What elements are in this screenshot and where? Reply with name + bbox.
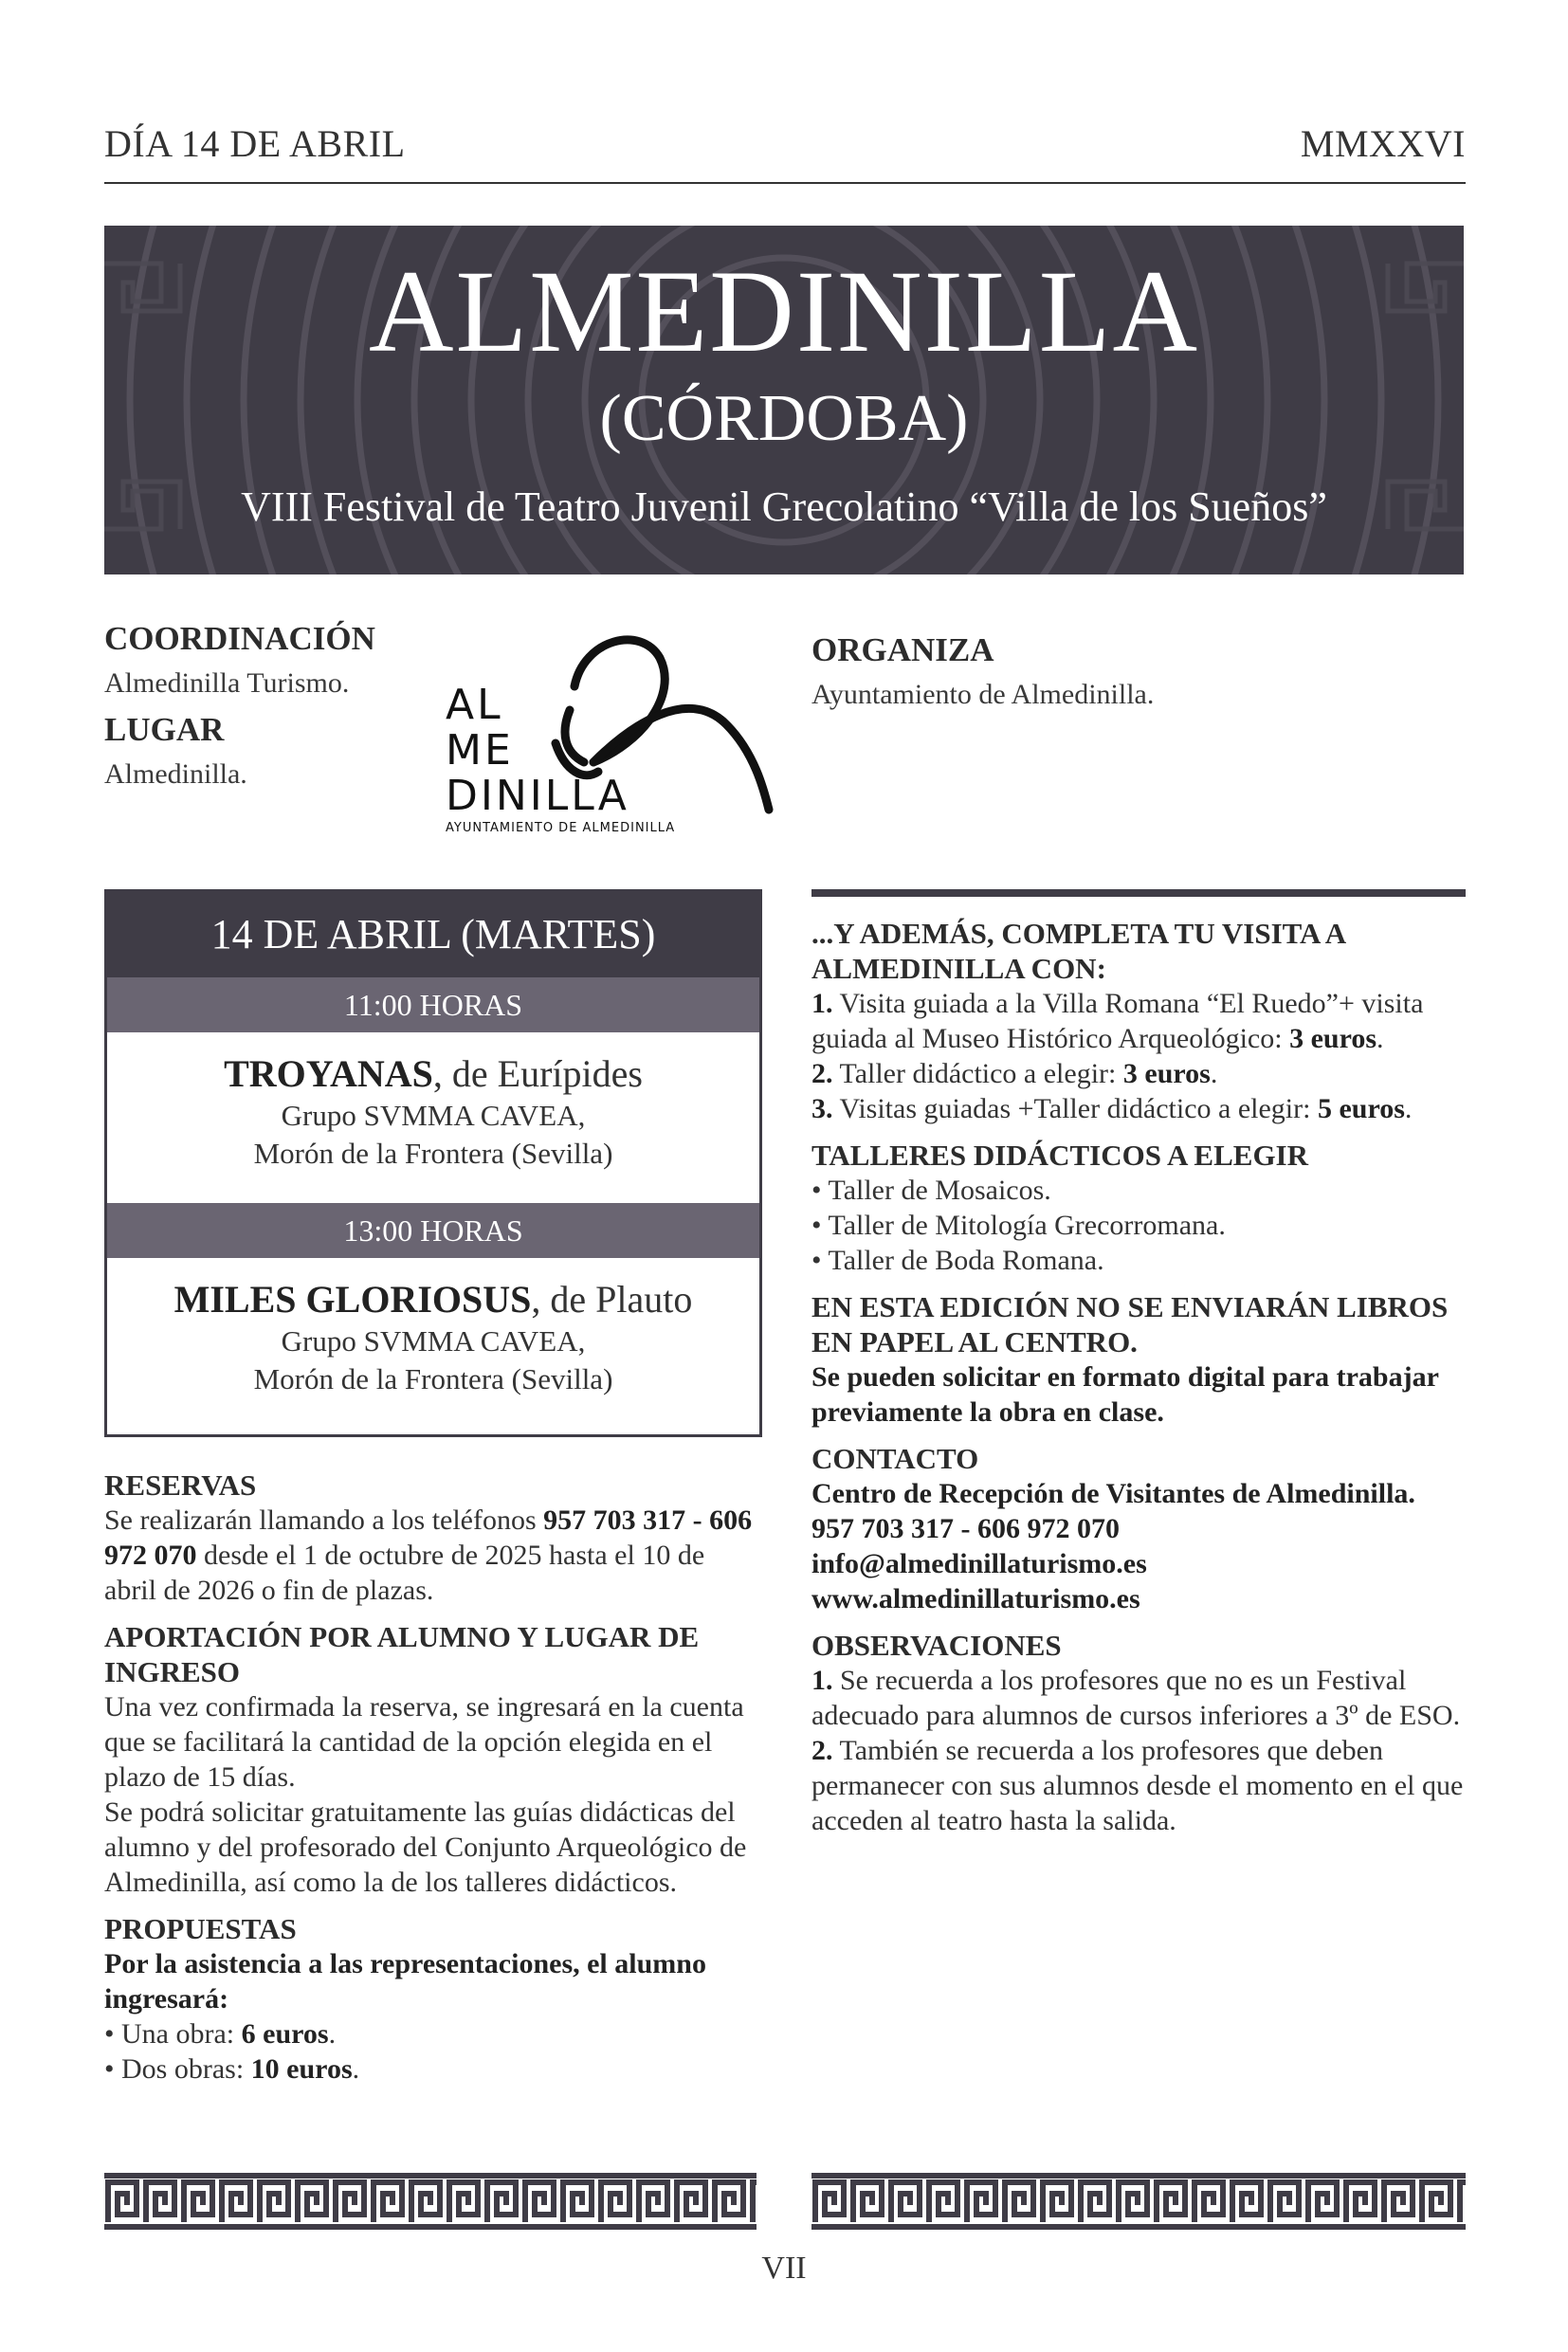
reservations-text xyxy=(104,1503,757,1608)
logo-text-2: ME xyxy=(446,726,514,775)
workshop-item: • Taller de Mosaicos. xyxy=(811,1175,1051,1206)
contact-phones: 957 703 317 - 606 972 070 xyxy=(811,1513,1120,1544)
proposals-heading: PROPUESTAS xyxy=(104,1912,297,1945)
proposal-price: 6 euros xyxy=(241,2018,329,2050)
show-item xyxy=(107,1277,759,1398)
logo-text-3: DINILLA xyxy=(446,772,629,820)
organizer-label: ORGANIZA xyxy=(811,631,994,668)
proposal-item: • Una obra: 6 euros. xyxy=(104,2018,337,2050)
proposal-label: • Una obra: xyxy=(104,2018,242,2050)
coordination-label: COORDINACIÓN xyxy=(104,620,375,657)
option-price: 5 euros xyxy=(1317,1093,1405,1124)
observation-number: 2. xyxy=(811,1735,833,1766)
edition-text: Se pueden solicitar en formato digital para trabajar previamente la obra en clase. xyxy=(811,1361,1439,1428)
reservations-text-2: desde el 1 de octubre de 2025 hasta el 10 de abril de 2026 o fin de plazas. xyxy=(104,1540,705,1606)
programme-box xyxy=(104,889,762,1437)
show-title: MILES GLORIOSUS xyxy=(173,1278,532,1321)
reservations-text-1: Se realizarán llamando a los teléfonos xyxy=(104,1504,544,1536)
observation-text: También se recuerda a los profesores que deben permanecer con sus alumnos desde el momento en el que acceden al teatro hasta la salida. xyxy=(811,1735,1464,1836)
show-author: , de Plauto xyxy=(531,1278,693,1321)
workshop-item: • Taller de Mitología Grecorromana. xyxy=(811,1210,1226,1241)
option-price: 3 euros xyxy=(1289,1023,1377,1054)
edition-heading: EN ESTA EDICIÓN NO SE ENVIARÁN LIBROS EN PAPEL AL CENTRO. xyxy=(811,1290,1449,1358)
greek-key-border-right xyxy=(811,2173,1466,2230)
proposal-label: • Dos obras: xyxy=(104,2053,251,2085)
show-author: , de Eurípides xyxy=(432,1052,643,1095)
show-time: 13:00 HORAS xyxy=(107,1203,759,1258)
banner-title: ALMEDINILLA xyxy=(368,246,1199,376)
contact-email: info@almedinillaturismo.es xyxy=(811,1548,1147,1579)
page-number: VII xyxy=(761,2251,807,2286)
programme-day: 14 DE ABRIL (MARTES) xyxy=(107,892,759,977)
title-banner xyxy=(104,226,1464,574)
coordination-value: Almedinilla Turismo. xyxy=(104,667,350,699)
organizer-value: Ayuntamiento de Almedinilla. xyxy=(811,679,1155,710)
show-title: TROYANAS xyxy=(224,1052,433,1095)
banner-subtitle: (CÓRDOBA) xyxy=(599,382,969,455)
option-text: Taller didáctico a elegir: xyxy=(832,1058,1123,1089)
contribution-heading: APORTACIÓN POR ALUMNO Y LUGAR DE INGRESO xyxy=(104,1620,700,1688)
option-number: 3. xyxy=(811,1093,833,1124)
workshop-item: • Taller de Boda Romana. xyxy=(811,1245,1104,1276)
right-column-rule xyxy=(811,889,1466,897)
right-column xyxy=(811,916,1466,1838)
contact-center: Centro de Recepción de Visitantes de Almedinilla. xyxy=(811,1478,1415,1509)
extras-option: 1. Visita guiada a la Villa Romana “El Ruedo”+ visita guiada al Museo Histórico Arqueológico: 3 euros. xyxy=(811,988,1424,1054)
observation-item xyxy=(811,1733,1466,1838)
left-column xyxy=(104,1468,757,2087)
header-year: MMXXVI xyxy=(1300,122,1466,165)
observation-number: 1. xyxy=(811,1665,833,1696)
contribution-text-1: Una vez confirmada la reserva, se ingresará en la cuenta que se facilitará la cantidad de la opción elegida en el plazo de 15 días. xyxy=(104,1691,744,1793)
show-group: Grupo SVMMA CAVEA, xyxy=(281,1324,586,1358)
proposal-item: • Dos obras: 10 euros. xyxy=(104,2053,360,2085)
contact-heading: CONTACTO xyxy=(811,1442,979,1475)
place-label: LUGAR xyxy=(104,711,225,748)
observation-text: Se recuerda a los profesores que no es un Festival adecuado para alumnos de cursos inferiores a 3º de ESO. xyxy=(811,1665,1461,1731)
extras-option: 2. Taller didáctico a elegir: 3 euros. xyxy=(811,1058,1218,1089)
option-number: 2. xyxy=(811,1058,833,1089)
proposal-price: 10 euros xyxy=(250,2053,353,2085)
logo-text-1: AL xyxy=(446,681,503,729)
extras-option: 3. Visitas guiadas +Taller didáctico a elegir: 5 euros. xyxy=(811,1093,1413,1124)
municipality-logo xyxy=(442,620,774,838)
option-text: Visitas guiadas +Taller didáctico a elegir: xyxy=(832,1093,1318,1124)
reservations-phones: 957 703 317 - 606 972 070 xyxy=(104,1504,753,1571)
observations-heading: OBSERVACIONES xyxy=(811,1629,1062,1662)
reservations-heading: RESERVAS xyxy=(104,1468,257,1502)
option-text: Visita guiada a la Villa Romana “El Ruedo”+ visita guiada al Museo Histórico Arqueológico: xyxy=(811,988,1424,1054)
workshops-heading: TALLERES DIDÁCTICOS A ELEGIR xyxy=(811,1139,1309,1172)
greek-key-border-left xyxy=(104,2173,757,2230)
place-value: Almedinilla. xyxy=(104,758,247,790)
observation-item xyxy=(811,1663,1466,1733)
show-place: Morón de la Frontera (Sevilla) xyxy=(253,1137,613,1170)
extras-heading: ...Y ADEMÁS, COMPLETA TU VISITA A ALMEDINILLA CON: xyxy=(811,917,1345,985)
option-price: 3 euros xyxy=(1122,1058,1211,1089)
proposals-intro: Por la asistencia a las representaciones, el alumno ingresará: xyxy=(104,1948,706,2015)
show-group: Grupo SVMMA CAVEA, xyxy=(281,1099,586,1132)
contact-website: www.almedinillaturismo.es xyxy=(811,1583,1140,1614)
show-item xyxy=(107,1051,759,1173)
show-time: 11:00 HORAS xyxy=(107,977,759,1032)
logo-caption: AYUNTAMIENTO DE ALMEDINILLA xyxy=(446,821,676,835)
header-rule xyxy=(104,182,1466,184)
header-date: DÍA 14 DE ABRIL xyxy=(104,122,406,165)
contribution-text-2: Se podrá solicitar gratuitamente las guías didácticas del alumno y del profesorado del Conjunto Arqueológico de Almedinilla, así como la de los talleres didácticos. xyxy=(104,1796,747,1898)
show-place: Morón de la Frontera (Sevilla) xyxy=(253,1362,613,1395)
option-number: 1. xyxy=(811,988,833,1019)
banner-festival: VIII Festival de Teatro Juvenil Grecolatino “Villa de los Sueños” xyxy=(241,483,1327,530)
